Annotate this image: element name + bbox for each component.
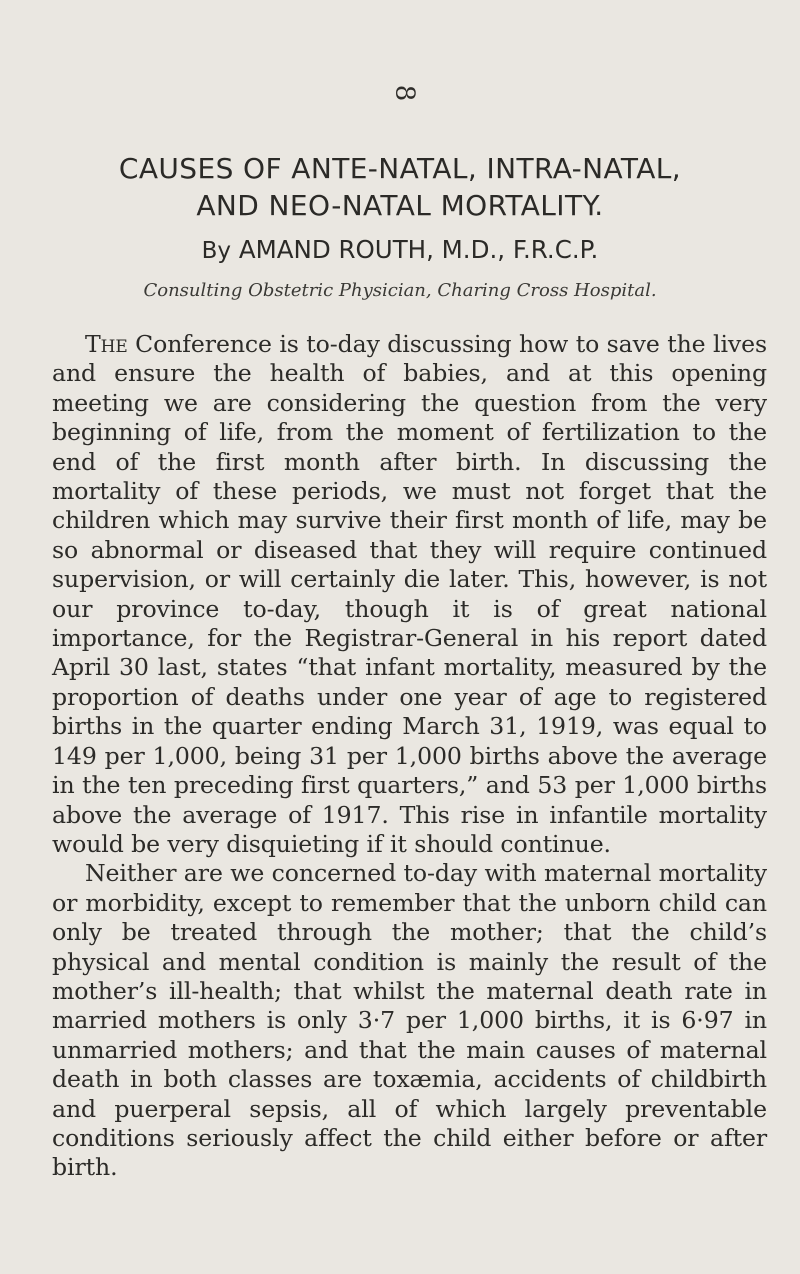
byline-prefix: By [201, 238, 232, 264]
author-affiliation: Consulting Obstetric Physician, Charing Cross Hospital. [143, 280, 657, 301]
article-title-line-1: CAUSES OF ANTE-NATAL, INTRA-NATAL, [118, 152, 682, 185]
article-title [0, 150, 800, 224]
author-name: AMAND ROUTH, M.D., F.R.C.P. [238, 235, 599, 264]
paragraph-2 [52, 859, 767, 1182]
page-number: 8 [389, 84, 420, 102]
article-title-line-2: AND NEO-NATAL MORTALITY. [196, 189, 604, 222]
paragraph-1-text: Conference is to-day discussing how to save the lives and ensure the health of babies, and at this opening meeting we are considering the question from the very beginning of life, from the moment of fertilization to the end of the first month after birth. In discussing the mortality of these periods, we must not forget that the children which may survive their first month of life, may be so abnormal or diseased that they will require continued supervision, or will certainly die later. This, however, is not our province to-day, though it is of great national importance, for the Registrar-General in his report dated April 30 last, states “that infant mortality, measured by the proportion of deaths under one year of age to registered births in the quarter ending March 31, 1919, was equal to 149 per 1,000, being 31 per 1,000 births above the average in the ten preceding first quarters,” and 53 per 1,000 births above the average of 1917. This rise in infantile mortality would be very disquieting if it should continue. [52, 330, 767, 858]
article-body [52, 330, 767, 1183]
paragraph-1 [52, 330, 767, 859]
author-byline [0, 234, 800, 267]
article-heading [0, 150, 800, 303]
paragraph-2-text: Neither are we concerned to-day with maternal mortality or morbidity, except to remember that the unborn child can only be treated through the mother; that the child’s physical and mental condition is mainly the result of the mother’s ill-health; that whilst the maternal death rate in married mothers is only 3·7 per 1,000 births, it is 6·97 in unmarried mothers; and that the main causes of maternal death in both classes are toxæmia, accidents of childbirth and puerperal sepsis, all of which largely preventable conditions seriously affect the child either before or after birth. [52, 859, 767, 1182]
paragraph-1-lead: The [85, 330, 128, 358]
